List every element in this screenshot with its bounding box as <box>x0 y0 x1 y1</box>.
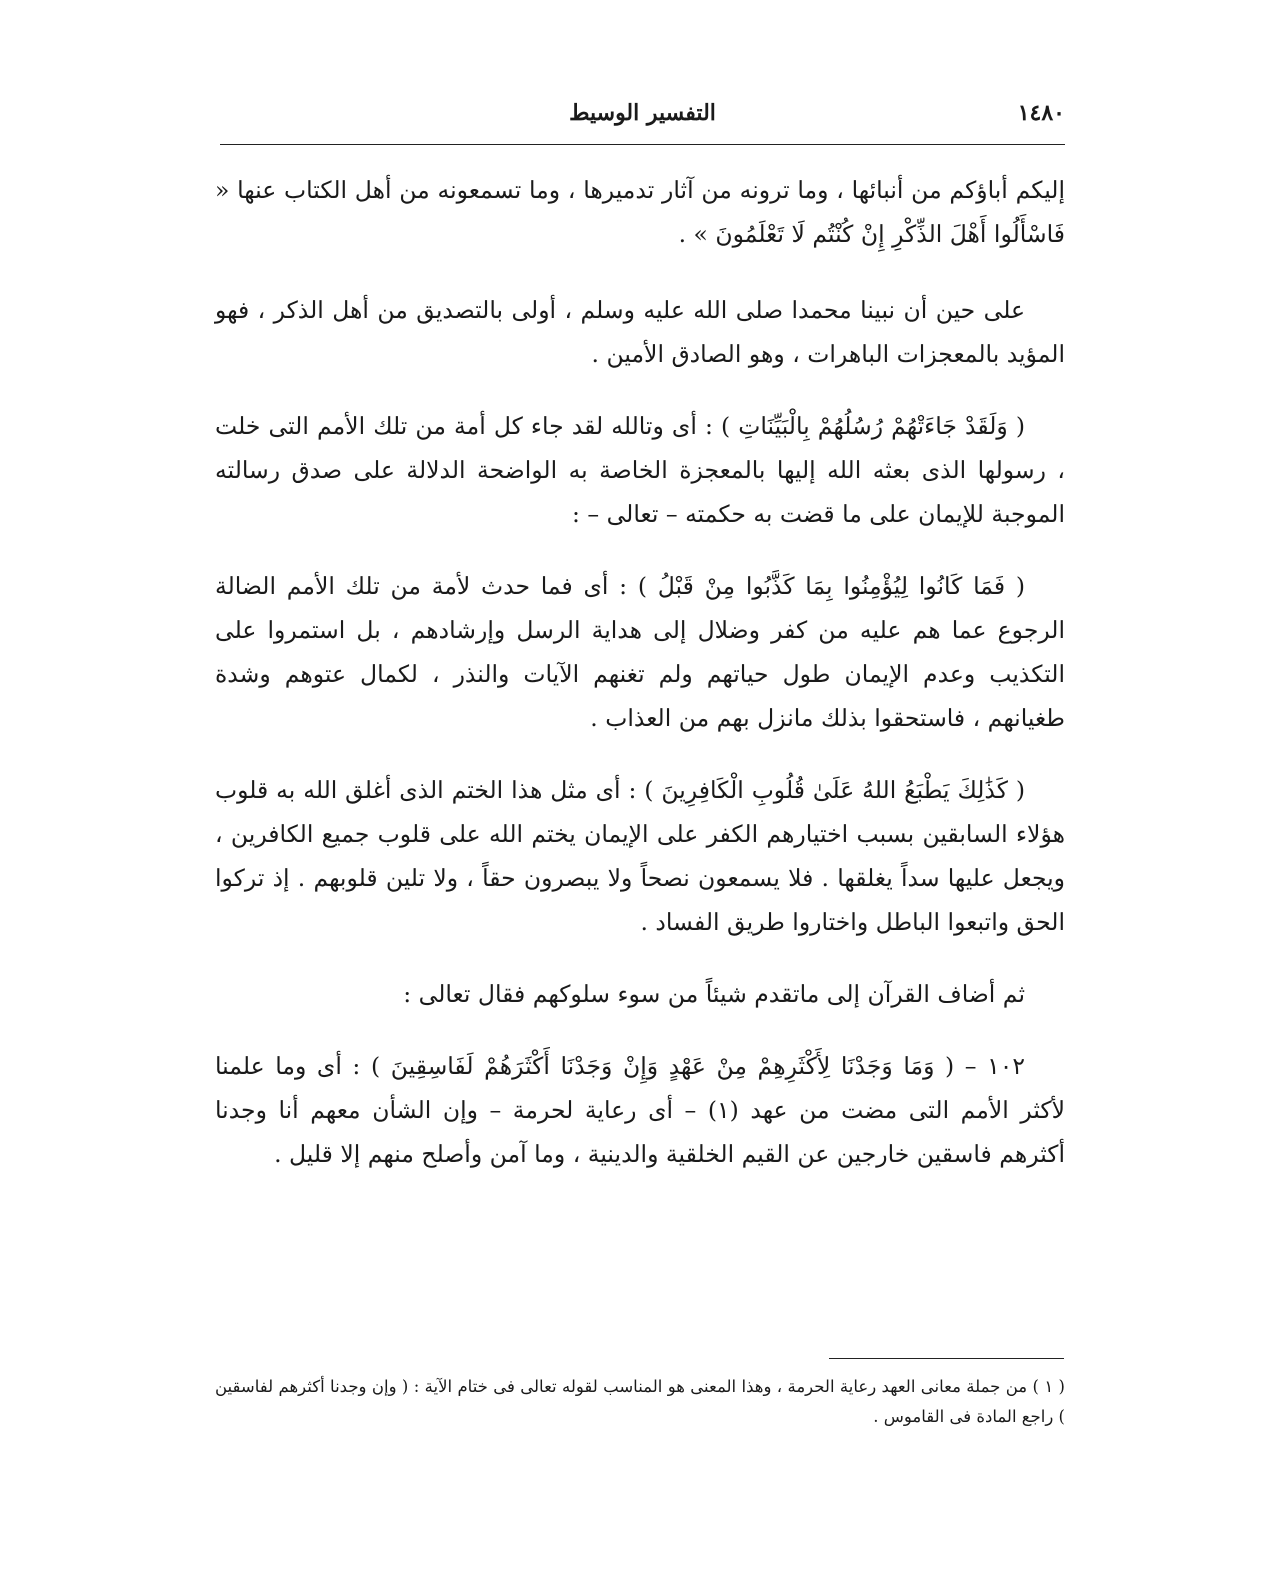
footnote <box>215 1372 1065 1432</box>
paragraph: ( وَلَقَدْ جَاءَتْهُمْ رُسُلُهُمْ بِالْبَيِّنَاتِ ) : أى وتالله لقد جاء كل أمة من تلك الأمم التى خلت ، رسولها الذى بعثه الله إليها بالمعجزة الخاصة به الواضحة الدلالة على صدق رسالته الموجبة للإيمان على ما قضت به حكمته – تعالى – : <box>215 412 1065 528</box>
paragraph: ( فَمَا كَانُوا لِيُؤْمِنُوا بِمَا كَذَّبُوا مِنْ قَبْلُ ) : أى فما حدث لأمة من تلك الأمم الضالة الرجوع عما هم عليه من كفر وضلال إلى هداية الرسل وإرشادهم ، بل استمروا على التكذيب وعدم الإيمان طول حياتهم ولم تغنهم الآيات والنذر ، لكمال عتوهم وشدة طغيانهم ، فاستحقوا بذلك مانزل بهم من العذاب . <box>215 572 1065 732</box>
paragraph: ١٠٢ – ( وَمَا وَجَدْنَا لِأَكْثَرِهِمْ مِنْ عَهْدٍ وَإِنْ وَجَدْنَا أَكْثَرَهُمْ لَفَاسِقِينَ ) : أى وما علمنا لأكثر الأمم التى مضت من عهد (١) – أى رعاية لحرمة – وإن الشأن معهم أنا وجدنا أكثرهم فاسقين خارجين عن القيم الخلقية والدينية ، وما آمن وأصلح منهم إلا قليل . <box>215 1052 1066 1168</box>
paragraph: ( كَذَٰلِكَ يَطْبَعُ اللهُ عَلَىٰ قُلُوبِ الْكَافِرِينَ ) : أى مثل هذا الختم الذى أغلق الله به قلوب هؤلاء السابقين بسبب اختيارهم الكفر على الإيمان يختم الله على قلوب جميع الكافرين ، ويجعل عليها سداً يغلقها . فلا يسمعون نصحاً ولا يبصرون حقاً ، ولا تلين قلوبهم . إذ تركوا الحق واتبعوا الباطل واختاروا طريق الفساد . <box>215 776 1065 936</box>
paragraph: إليكم أباؤكم من أنبائها ، وما ترونه من آثار تدميرها ، وما تسمعونه من أهل الكتاب عنها « فَاسْأَلُوا أَهْلَ الذِّكْرِ إِنْ كُنْتُم لَا تَعْلَمُونَ » . <box>215 176 1065 248</box>
body-text <box>215 168 1065 1204</box>
paragraph: على حين أن نبينا محمدا صلى الله عليه وسلم ، أولى بالتصديق من أهل الذكر ، فهو المؤيد بالمعجزات الباهرات ، وهو الصادق الأمين . <box>215 296 1065 368</box>
page-number: ١٤٨٠ <box>1017 100 1065 126</box>
paragraph: ثم أضاف القرآن إلى ماتقدم شيئاً من سوء سلوكهم فقال تعالى : <box>403 980 1025 1008</box>
footnote-text: ( ١ ) من جملة معانى العهد رعاية الحرمة ، وهذا المعنى هو المناسب لقوله تعالى فى ختام الآية : ( وإن وجدنا أكثرهم لفاسقين ) راجع المادة فى القاموس . <box>215 1377 1065 1426</box>
page-header <box>220 100 1065 145</box>
footnote-divider <box>829 1358 1064 1359</box>
running-title: التفسير الوسيط <box>569 100 716 126</box>
